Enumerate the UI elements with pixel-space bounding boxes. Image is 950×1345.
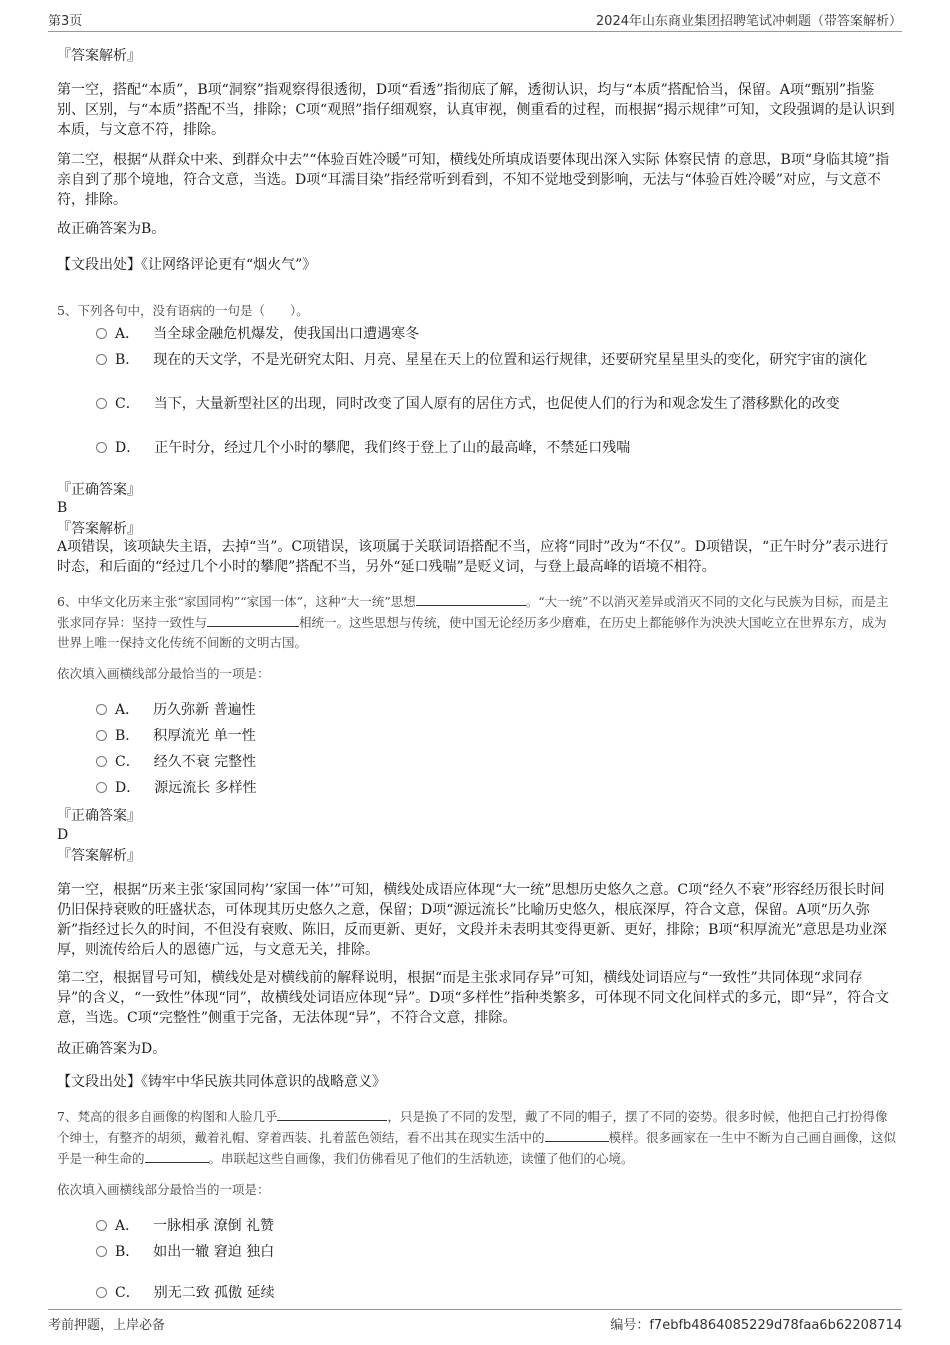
header-divider: [48, 31, 902, 32]
q6-answer-label: 『正确答案』: [57, 808, 141, 824]
radio-icon[interactable]: [96, 704, 107, 715]
q4-conclusion: 故正确答案为B。: [57, 221, 166, 237]
q6-prompt: 依次填入画横线部分最恰当的一项是：: [57, 666, 270, 681]
q7-option-c[interactable]: C． 别无二致 孤傲 延续: [96, 1282, 896, 1304]
radio-icon[interactable]: [96, 442, 107, 453]
radio-icon[interactable]: [96, 756, 107, 767]
q7-option-a[interactable]: A． 一脉相承 潦倒 礼赞: [96, 1215, 896, 1237]
q7-blank-1: [277, 1106, 387, 1121]
q5-analysis: A项错误，该项缺失主语，去掉“当”。C项错误，该项属于关联词语搭配不当，应将“同时”改为“不仅”。D项错误，“正午时分”表示进行时态，和后面的“经过几个小时的攀爬”搭配不当，另外“延口残喘”是贬义词，与登上最高峰的语境不相符。: [57, 539, 889, 575]
q7-stem: 7、梵高的很多自画像的构图和人脸几乎 ，只是换了不同的发型，戴了不同的帽子，摆了不同的姿势。很多时候，他把自己打扮得像个绅士，有整齐的胡须，戴着礼帽、穿着西装、扎着蓝色领结，看不出其在现实生活中的 模样。很多画家在一生中不断为自己画自画像，这似乎是一种生命的 。串联起这些自画像，我们仿佛看见了他们的生活轨迹，读懂了他们的心境。: [57, 1106, 897, 1169]
q6-option-c[interactable]: C． 经久不衰 完整性: [96, 751, 896, 773]
q4-analysis-label: 『答案解析』: [57, 48, 141, 64]
document-title: 2024年山东商业集团招聘笔试冲刺题（带答案解析）: [595, 14, 902, 29]
page-header: [48, 10, 902, 30]
document-id: 编号：f7ebfb4864085229d78faa6b62208714: [610, 1318, 902, 1333]
q7-blank-3: [145, 1148, 209, 1163]
q5-option-d[interactable]: D． 正午时分，经过几个小时的攀爬，我们终于登上了山的最高峰，不禁延口残喘: [96, 437, 896, 459]
q6-source: 【文段出处】《铸牢中华民族共同体意识的战略意义》: [57, 1074, 386, 1090]
q5-answer: B: [57, 500, 68, 516]
page-footer: [48, 1314, 902, 1334]
q4-analysis-p2: 第二空，根据“从群众中来、到群众中去”“体验百姓冷暖”可知，横线处所填成语要体现出深入实际 体察民情 的意思，B项“身临其境”指亲自到了那个境地，符合文意，当选。D项“耳濡目染”指经常听到看到，不知不觉地受到影响，无法与“体验百姓冷暖”对应，与文意不符，排除。: [57, 152, 890, 208]
page-number: 第3页: [48, 14, 83, 29]
q6-analysis-p1: 第一空，根据“历来主张‘家国同构’‘家国一体’”可知，横线处成语应体现“大一统”思想历史悠久之意。C项“经久不衰”形容经历很长时间仍旧保持衰败的旺盛状态，可体现其历史悠久之意，保留；D项“源远流长”比喻历史悠久，根底深厚，符合文意，保留。A项“历久弥新”指经过长久的时间，不但没有衰败、陈旧，反而更新、更好，文段并未表明其变得更新、更好，排除；B项“积厚流光”意思是功业深厚，则流传给后人的恩德广远，与文意无关，排除。: [57, 882, 887, 958]
q6-analysis-label: 『答案解析』: [57, 848, 141, 864]
footer-slogan: 考前押题，上岸必备: [48, 1318, 166, 1333]
radio-icon[interactable]: [96, 782, 107, 793]
q7-prompt: 依次填入画横线部分最恰当的一项是：: [57, 1182, 270, 1197]
q5-analysis-label: 『答案解析』: [57, 521, 141, 537]
radio-icon[interactable]: [96, 398, 107, 409]
q5-option-c[interactable]: C． 当下，大量新型社区的出现，同时改变了国人原有的居住方式，也促使人们的行为和观念发生了潜移默化的改变: [96, 393, 886, 415]
q6-analysis-p2: 第二空，根据冒号可知，横线处是对横线前的解释说明，根据“而是主张求同存异”可知，横线处词语应与“一致性”共同体现“求同存异”的含义，“一致性”体现“同”，故横线处词语应体现“异”。D项“多样性”指种类繁多，可体现不同文化间样式的多元，即“异”，符合文意，当选。C项“完整性”侧重于完备，无法体现“异”，不符合文意，排除。: [57, 970, 889, 1026]
q6-conclusion: 故正确答案为D。: [57, 1041, 167, 1057]
q7-option-b[interactable]: B． 如出一辙 窘迫 独白: [96, 1241, 896, 1263]
q6-blank-2: [207, 612, 299, 627]
q7-blank-2: [545, 1127, 609, 1142]
q5-option-b[interactable]: B． 现在的天文学，不是光研究太阳、月亮、星星在天上的位置和运行规律，还要研究星星里头的变化，研究宇宙的演化: [96, 349, 886, 371]
q6-option-d[interactable]: D． 源远流长 多样性: [96, 777, 896, 799]
q6-answer: D: [57, 827, 69, 843]
radio-icon[interactable]: [96, 328, 107, 339]
q5-option-a[interactable]: A． 当全球金融危机爆发，使我国出口遭遇寒冬: [96, 323, 896, 345]
q5-stem: 5、下列各句中，没有语病的一句是（ ）。: [57, 303, 309, 318]
radio-icon[interactable]: [96, 1246, 107, 1257]
q6-stem: 6、中华文化历来主张“家国同构”“家国一体”，这种“大一统”思想 。“大一统”不以消灭差异或消灭不同的文化与民族为目标，而是主张求同存异：坚持一致性与 相统一。这些思想与传统，使中国无论经历多少磨难，在历史上都能够作为泱泱大国屹立在世界东方，成为世界上唯一保持文化传统不间断的文明古国。: [57, 591, 897, 653]
radio-icon[interactable]: [96, 1287, 107, 1298]
radio-icon[interactable]: [96, 354, 107, 365]
q6-blank-1: [416, 591, 526, 606]
footer-divider: [48, 1309, 902, 1310]
q4-source: 【文段出处】《让网络评论更有“烟火气”》: [57, 257, 317, 273]
q5-answer-label: 『正确答案』: [57, 482, 141, 498]
radio-icon[interactable]: [96, 730, 107, 741]
radio-icon[interactable]: [96, 1220, 107, 1231]
q6-option-a[interactable]: A． 历久弥新 普遍性: [96, 699, 896, 721]
q6-option-b[interactable]: B． 积厚流光 单一性: [96, 725, 896, 747]
q4-analysis-p1: 第一空，搭配“本质”，B项“洞察”指观察得很透彻，D项“看透”指彻底了解，透彻认识，均与“本质”搭配恰当，保留。A项“甄别”指鉴别、区别，与“本质”搭配不当，排除；C项“观照”指仔细观察，认真审视，侧重看的过程，而根据“揭示规律”可知，文段强调的是认识到本质，与文意不符，排除。: [57, 82, 895, 138]
